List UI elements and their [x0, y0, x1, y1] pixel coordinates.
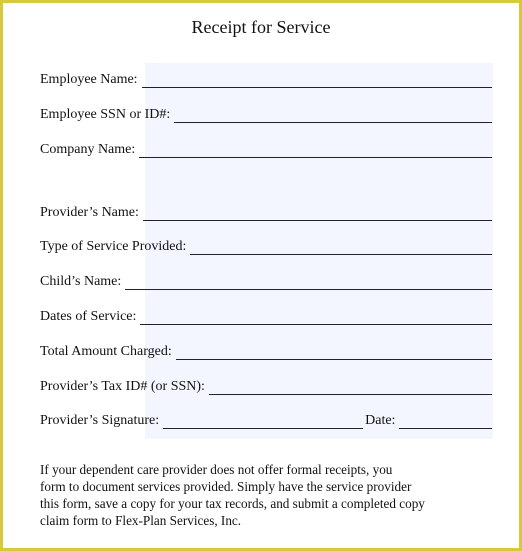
note-line-2: form to document services provided. Simply have the service provider — [40, 479, 412, 494]
company-name-field[interactable] — [139, 143, 492, 158]
provider-signature-label: Provider’s Signature: — [40, 413, 160, 428]
type-of-service-label: Type of Service Provided: — [40, 239, 187, 254]
note-line-4: claim form to Flex-Plan Services, Inc. — [40, 513, 242, 528]
type-of-service-field[interactable] — [190, 240, 492, 255]
provider-tax-id-field[interactable] — [209, 380, 492, 395]
employee-name-label: Employee Name: — [40, 72, 138, 87]
total-amount-row — [40, 340, 492, 360]
providers-name-label: Provider’s Name: — [40, 205, 139, 220]
date-label: Date: — [365, 413, 396, 428]
employee-ssn-row — [40, 103, 492, 123]
date-field[interactable] — [399, 414, 492, 429]
employee-ssn-field[interactable] — [174, 108, 492, 123]
total-amount-field[interactable] — [176, 345, 492, 360]
employee-name-row — [40, 68, 492, 88]
type-of-service-row — [40, 235, 492, 255]
childs-name-label: Child’s Name: — [40, 274, 122, 289]
note-line-1: If your dependent care provider does not offer formal receipts, you — [40, 462, 393, 477]
provider-tax-id-row — [40, 375, 492, 395]
company-name-label: Company Name: — [40, 142, 136, 157]
provider-tax-id-label: Provider’s Tax ID# (or SSN): — [40, 379, 205, 394]
total-amount-label: Total Amount Charged: — [40, 344, 172, 359]
providers-name-row — [40, 201, 492, 221]
providers-name-field[interactable] — [143, 206, 492, 221]
childs-name-field[interactable] — [125, 275, 492, 290]
note-line-3: this form, save a copy for your tax records, and submit a completed copy — [40, 496, 425, 511]
provider-signature-row — [40, 409, 492, 429]
provider-signature-field[interactable] — [163, 414, 363, 429]
dates-of-service-field[interactable] — [140, 310, 492, 325]
form-title: Receipt for Service — [191, 17, 331, 37]
dates-of-service-label: Dates of Service: — [40, 309, 137, 324]
employee-name-field[interactable] — [142, 73, 492, 88]
dates-of-service-row — [40, 305, 492, 325]
employee-ssn-label: Employee SSN or ID#: — [40, 107, 171, 122]
instructions-note — [40, 461, 500, 529]
company-name-row — [40, 138, 492, 158]
childs-name-row — [40, 270, 492, 290]
